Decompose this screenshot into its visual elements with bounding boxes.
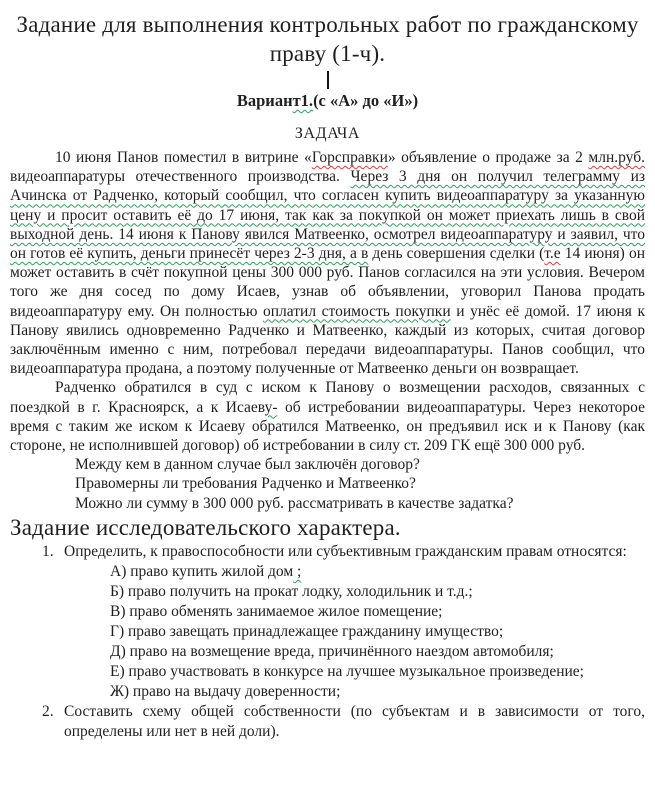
research-heading: Задание исследовательского характера. — [10, 514, 401, 540]
text-run: Б) право получить на прокат лодку, холодильник и т.д.; — [110, 582, 473, 600]
text-run: А) право купить жилой дом — [110, 562, 294, 580]
question-line-1: Между кем в данном случае был заключён договор? — [75, 456, 420, 474]
text-run: Д) право на возмещение вреда, причинённого наездом автомобиля; — [110, 642, 554, 660]
sub-item-v — [110, 602, 645, 622]
text-run: Е) право участвовать в конкурсе на лучшее музыкальное произведение; — [110, 662, 584, 680]
text-run: (с «А» до «И») — [313, 91, 419, 110]
list-item-2 — [10, 702, 645, 742]
text-run: Ж) право на выдачу доверенности; — [110, 682, 341, 700]
spelling-underlined-text: млн.руб. — [588, 149, 645, 166]
variant-heading — [10, 91, 645, 110]
text-run: Определить, к правоспособности или субъективным гражданским правам относятся: — [64, 542, 627, 560]
task-paragraph-2 — [10, 378, 645, 455]
grammar-underlined-text: т1. — [292, 91, 314, 110]
spelling-underlined-text: Горсправки — [311, 149, 388, 166]
list-item-1-text — [64, 542, 645, 562]
sub-item-b — [110, 582, 645, 602]
text-run: 14 июня) он может оставить в счёт покупной цены 300 000 руб. Панов согласился на эти условия. Вечером того же дня сосед по дому Исаев, узнав об объявлении, уговорил Панова продать видеоаппаратуру ему. Он полностью — [10, 245, 645, 320]
sub-item-d — [110, 642, 645, 662]
text-run: Радченко обратился в суд с иском к Панову о возмещении расходов, связанных с поездкой в г. Красноярск, а к Исаев — [10, 379, 645, 416]
document-title: Задание для выполнения контрольных работ по гражданскому праву (1-ч). — [16, 12, 639, 66]
task-heading: ЗАДАЧА — [294, 125, 361, 142]
list-item-1 — [10, 542, 645, 562]
sub-item-a — [110, 562, 645, 582]
spelling-underlined-text: т.е — [544, 245, 561, 263]
grammar-underlined-text: оплатил стоимость покупки — [263, 302, 451, 320]
sub-item-g — [110, 622, 645, 642]
question-line-2: Правомерны ли требования Радченко и Матвеенко? — [75, 475, 416, 493]
text-run: и унёс её домой. 17 июня к Панову явились одновременно Радченко и Матвеенко, каждый из которых, считая договор заключённым именно с ним, потребовал передачи видеоаппаратуры. Панов сообщил, что видеоаппаратура продана, а поэтому полученные от Матвеенко деньги он возвращает. — [10, 302, 645, 378]
list-item-1-number: 1. — [42, 542, 54, 560]
grammar-underlined-text: Через 3 дня он получил телеграмму из Ачинска от Радченко, который сообщил, что согласен купить видеоаппаратуру за указанную цену и просит оставить её до 17 июня, так как за покупкой он может приехать лишь в свой выходной день. 14 июня к Панову явился Матвеенко, осмотрел видеоаппаратуру и заявил, что он готов её купить, деньги принесёт через 2-3 дня, а в — [10, 168, 645, 263]
text-run: об истребовании видеоаппаратуры. Через некоторое время с таким же иском к Исаеву обратился Матвеенко, он предъявил иск и к Панову (как стороне, не исполнившей договор) об истребовании в силу ст. 209 ГК ещё 300 000 руб. — [10, 398, 645, 455]
sub-item-e — [110, 662, 645, 682]
text-run: Вариан — [236, 91, 293, 110]
text-run: Г) право завещать принадлежащее гражданину имущество; — [110, 622, 504, 640]
list-item-2-number: 2. — [42, 702, 54, 720]
cursor-mark — [327, 71, 329, 89]
sub-items-block — [10, 562, 645, 702]
list-item-2-text — [64, 702, 645, 742]
text-run: 10 июня Панов поместил в витрине « — [55, 149, 312, 166]
question-line-3: Можно ли сумму в 300 000 руб. рассматривать в качестве задатка? — [75, 494, 514, 512]
text-run: видеоаппаратуры отечественного производства. — [10, 168, 351, 186]
text-run: » объявление о продаже за 2 — [387, 149, 589, 166]
text-run: В) право обменять занимаемое жилое помещение; — [110, 602, 443, 620]
task-paragraph-1 — [10, 148, 645, 378]
grammar-underlined-text: ; — [293, 562, 302, 580]
text-run: Составить схему общей собственности (по субъектам и в зависимости от того, определены или нет в ней доли). — [64, 702, 645, 740]
sub-item-zh — [110, 682, 645, 702]
text-run: день совершения сделки ( — [368, 245, 545, 263]
questions-block — [10, 455, 645, 513]
grammar-underlined-text: у- — [264, 398, 278, 416]
